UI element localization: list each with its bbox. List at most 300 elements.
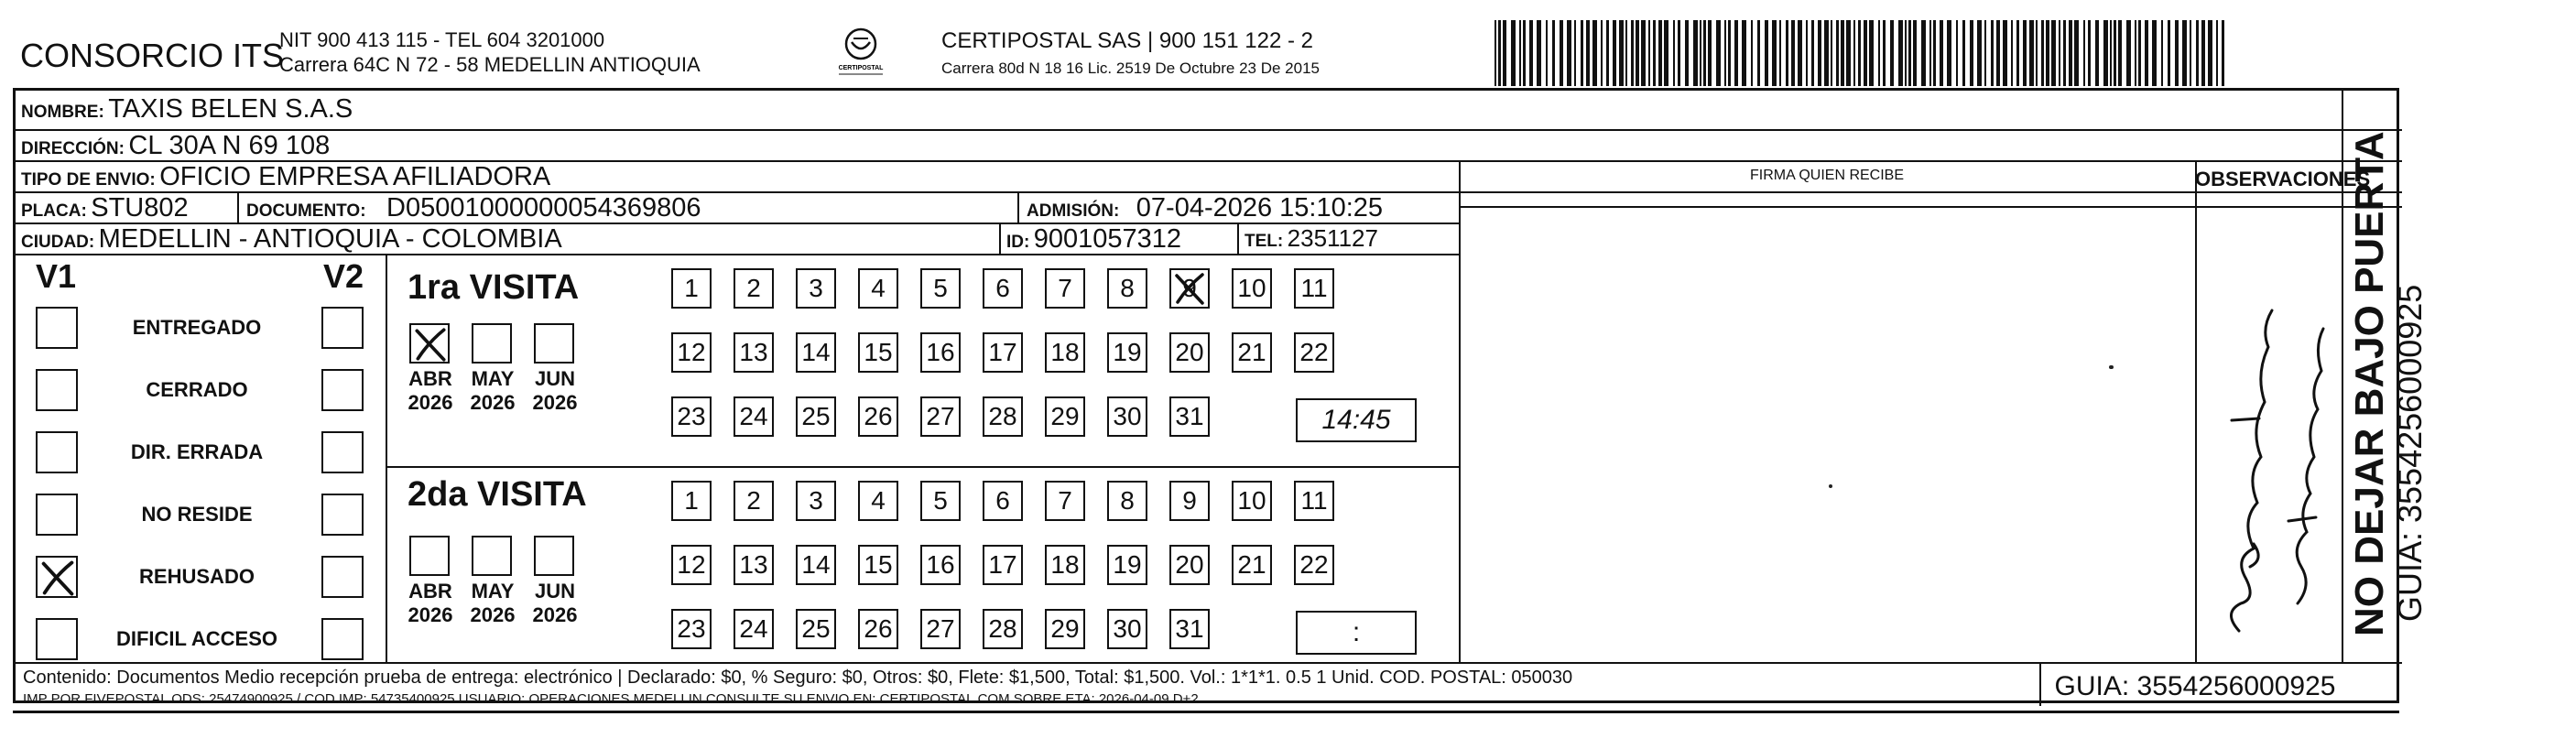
day-box[interactable] — [1169, 268, 1210, 309]
id-value: 9001057312 — [1033, 224, 1182, 254]
barcode-bar — [1940, 20, 1943, 86]
day-number: 12 — [677, 338, 706, 366]
day-number: 24 — [739, 402, 768, 430]
barcode-bar — [2190, 20, 2191, 86]
delivery-form — [13, 88, 2429, 707]
barcode-bar — [1724, 20, 1726, 86]
day-number: 19 — [1113, 338, 1142, 366]
barcode-bar — [2059, 20, 2060, 86]
day-number: 10 — [1237, 274, 1266, 302]
time-box[interactable] — [1296, 611, 1417, 655]
day-number: 11 — [1300, 486, 1328, 515]
barcode-bar — [1511, 20, 1516, 86]
barcode-bar — [1921, 20, 1926, 86]
month-checkbox[interactable] — [472, 536, 512, 576]
month-checkbox[interactable] — [409, 323, 450, 364]
barcode-bar — [1913, 20, 1917, 86]
barcode-bar — [1846, 20, 1851, 86]
day-number: 11 — [1300, 274, 1328, 302]
barcode-bar — [1519, 20, 1521, 86]
logo-text: CERTIPOSTAL — [838, 65, 884, 71]
day-box[interactable] — [734, 481, 774, 521]
day-box[interactable] — [671, 545, 712, 585]
day-number: 31 — [1175, 402, 1204, 430]
day-box[interactable] — [920, 545, 961, 585]
barcode-bar — [2110, 20, 2112, 86]
day-box[interactable] — [1294, 481, 1334, 521]
barcode — [1495, 20, 2227, 86]
day-box[interactable] — [1169, 609, 1210, 649]
barcode-bar — [1831, 20, 1832, 86]
barcode-bar — [1503, 20, 1506, 86]
day-box[interactable] — [1045, 396, 1085, 437]
day-number: 16 — [926, 338, 955, 366]
x-check-mark — [1171, 270, 1208, 307]
v2-checkbox[interactable] — [321, 431, 364, 473]
barcode-bar — [1929, 20, 1931, 86]
barcode-bar — [2063, 20, 2066, 86]
day-box[interactable] — [983, 396, 1023, 437]
day-box[interactable] — [983, 268, 1023, 309]
address-value: CL 30A N 69 108 — [128, 131, 331, 160]
barcode-bar — [1991, 20, 1994, 86]
id-field — [1006, 224, 1181, 255]
day-box[interactable] — [858, 545, 898, 585]
day-number: 13 — [739, 550, 768, 579]
day-box[interactable] — [1107, 396, 1147, 437]
day-number: 1 — [684, 486, 699, 515]
shipment-type-label: TIPO DE ENVIO: — [21, 170, 156, 190]
day-number: 13 — [739, 338, 768, 366]
status-label: CERRADO — [146, 378, 248, 401]
day-box[interactable] — [1045, 481, 1085, 521]
plate-value: STU802 — [91, 193, 189, 223]
signature-mark — [1829, 484, 1832, 488]
day-number: 10 — [1237, 486, 1266, 515]
admission-value: 07-04-2026 15:10:25 — [1136, 193, 1384, 223]
barcode-bar — [1495, 20, 1496, 86]
v2-checkbox[interactable] — [321, 618, 364, 660]
day-number: 23 — [677, 614, 706, 643]
document-field — [246, 193, 701, 223]
day-box[interactable] — [1045, 268, 1085, 309]
day-number: 26 — [864, 614, 893, 643]
day-number: 27 — [926, 614, 955, 643]
day-number: 22 — [1299, 550, 1329, 579]
barcode-bar — [1772, 20, 1777, 86]
day-number: 23 — [677, 402, 706, 430]
admission-label: ADMISIÓN: — [1027, 201, 1120, 221]
day-box[interactable] — [1169, 545, 1210, 585]
v2-checkbox[interactable] — [321, 307, 364, 349]
day-number: 20 — [1175, 338, 1204, 366]
day-box[interactable] — [796, 481, 836, 521]
barcode-bar — [1552, 20, 1555, 86]
barcode-bar — [1984, 20, 1986, 86]
shipment-type-row — [21, 162, 550, 192]
footer-imp: IMP POR FIVEPOSTAL ODS: 25474900925 / COD.IMP: 54735400925 USUARIO: OPERACIONES MEDELLIN CONSULTE SU ENVIO EN: CERTIPOSTAL.COM SOBRE ETA: 2026-04-09 D+2 — [23, 691, 1199, 707]
second-visit-title: 2da VISITA — [408, 475, 587, 514]
month-year: 2026 — [408, 603, 453, 626]
day-box[interactable] — [983, 481, 1023, 521]
day-number: 3 — [809, 486, 823, 515]
barcode-bar — [1581, 20, 1583, 86]
name-label: NOMBRE: — [21, 103, 104, 122]
day-box[interactable] — [796, 268, 836, 309]
day-box[interactable] — [1045, 609, 1085, 649]
month-year: 2026 — [532, 391, 578, 414]
status-label: DIFICIL ACCESO — [115, 627, 277, 650]
x-check-mark — [411, 325, 450, 364]
day-box[interactable] — [1294, 545, 1334, 585]
day-box[interactable] — [983, 332, 1023, 373]
day-box[interactable] — [671, 332, 712, 373]
month-checkbox[interactable] — [472, 323, 512, 364]
day-box[interactable] — [920, 268, 961, 309]
barcode-bar — [1567, 20, 1571, 86]
barcode-bar — [1751, 20, 1753, 86]
barcode-bar — [1664, 20, 1668, 86]
barcode-bar — [1908, 20, 1911, 86]
barcode-bar — [1779, 20, 1781, 86]
day-box[interactable] — [1169, 481, 1210, 521]
barcode-bar — [1700, 20, 1701, 86]
day-number: 20 — [1175, 550, 1204, 579]
day-box[interactable] — [1232, 481, 1272, 521]
barcode-bar — [1734, 20, 1738, 86]
day-number: 9 — [1182, 274, 1197, 302]
day-box[interactable] — [734, 332, 774, 373]
day-number: 18 — [1050, 338, 1080, 366]
day-box[interactable] — [858, 481, 898, 521]
barcode-bar — [1869, 20, 1874, 86]
day-box[interactable] — [671, 609, 712, 649]
barcode-bar — [1898, 20, 1903, 86]
barcode-bar — [2161, 20, 2163, 86]
side-guia: GUIA: 3554256000925 — [2391, 284, 2429, 622]
status-label: REHUSADO — [139, 565, 255, 588]
barcode-bar — [1757, 20, 1760, 86]
day-box[interactable] — [1232, 268, 1272, 309]
barcode-bar — [1878, 20, 1880, 86]
day-box[interactable] — [858, 609, 898, 649]
barcode-bar — [2069, 20, 2072, 86]
courier-license: Carrera 80d N 18 16 Lic. 2519 De Octubre 23 De 2015 — [941, 60, 1320, 77]
v1-heading: V1 — [36, 257, 77, 295]
day-box[interactable] — [796, 609, 836, 649]
barcode-bar — [1606, 20, 1609, 86]
barcode-bar — [2011, 20, 2013, 86]
day-box[interactable] — [1294, 332, 1334, 373]
barcode-bar — [2126, 20, 2131, 86]
barcode-bar — [1537, 20, 1541, 86]
barcode-bar — [1523, 20, 1526, 86]
day-box[interactable] — [1232, 545, 1272, 585]
plate-label: PLACA: — [21, 201, 87, 221]
day-number: 5 — [933, 274, 948, 302]
day-number: 7 — [1058, 274, 1072, 302]
barcode-bar — [1977, 20, 1982, 86]
barcode-bar — [1811, 20, 1814, 86]
barcode-bar — [1658, 20, 1662, 86]
month-name: JUN — [534, 367, 575, 390]
barcode-bar — [1765, 20, 1768, 86]
day-box[interactable] — [858, 332, 898, 373]
day-number: 27 — [926, 402, 955, 430]
barcode-bar — [2182, 20, 2187, 86]
barcode-bar — [1546, 20, 1548, 86]
name-row — [21, 94, 353, 125]
city-value: MEDELLIN - ANTIOQUIA - COLOMBIA — [98, 224, 562, 254]
barcode-bar — [1864, 20, 1867, 86]
barcode-bar — [1824, 20, 1829, 86]
time-box[interactable] — [1296, 398, 1417, 442]
day-box[interactable] — [858, 396, 898, 437]
day-box[interactable] — [983, 609, 1023, 649]
barcode-bar — [1685, 20, 1689, 86]
v2-heading: V2 — [323, 257, 364, 295]
barcode-bar — [2088, 20, 2091, 86]
handwritten-observation — [2213, 292, 2332, 649]
barcode-bar — [1996, 20, 2000, 86]
time-value: : — [1352, 617, 1361, 647]
day-box[interactable] — [858, 268, 898, 309]
barcode-bar — [1703, 20, 1706, 86]
barcode-bar — [2095, 20, 2099, 86]
day-box[interactable] — [920, 396, 961, 437]
guia-box: GUIA: 3554256000925 — [2054, 671, 2336, 701]
day-box[interactable] — [1232, 332, 1272, 373]
day-box[interactable] — [1107, 268, 1147, 309]
barcode-bar — [2029, 20, 2034, 86]
month-name: ABR — [408, 580, 452, 602]
barcode-bar — [1962, 20, 1965, 86]
barcode-bar — [1716, 20, 1721, 86]
barcode-bar — [1728, 20, 1731, 86]
barcode-bar — [2114, 20, 2116, 86]
barcode-bar — [1625, 20, 1627, 86]
day-box[interactable] — [1294, 268, 1334, 309]
day-box[interactable] — [1169, 332, 1210, 373]
day-number: 18 — [1050, 550, 1080, 579]
day-number: 2 — [746, 274, 761, 302]
footer-content: Contenido: Documentos Medio recepción prueba de entrega: electrónico | Declarado: $0, % Seguro: $0, Otros: $0, Flete: $1,500, Total: $1,500. Vol.: 1*1*1. 0.5 1 Unid. COD. POSTAL: 050030 — [23, 668, 1573, 688]
status-label: NO RESIDE — [141, 503, 253, 526]
barcode-bar — [1883, 20, 1886, 86]
company-info — [279, 27, 701, 77]
day-number: 12 — [677, 550, 706, 579]
address-row — [21, 131, 330, 161]
company-address: Carrera 64C N 72 - 58 MEDELLIN ANTIOQUIA — [279, 53, 701, 76]
month-year: 2026 — [470, 391, 516, 414]
barcode-bar — [2083, 20, 2085, 86]
barcode-bar — [1836, 20, 1839, 86]
month-checkbox[interactable] — [534, 323, 574, 364]
city-label: CIUDAD: — [21, 233, 95, 252]
day-number: 17 — [988, 550, 1017, 579]
barcode-bar — [1956, 20, 1958, 86]
day-box[interactable] — [734, 609, 774, 649]
time-value: 14:45 — [1321, 405, 1391, 435]
company-nit: NIT 900 413 115 - TEL 604 3201000 — [279, 28, 605, 51]
day-box[interactable] — [671, 481, 712, 521]
day-box[interactable] — [920, 609, 961, 649]
day-number: 1 — [684, 274, 699, 302]
barcode-bar — [2145, 20, 2148, 86]
month-checkbox[interactable] — [409, 536, 450, 576]
day-number: 25 — [801, 614, 831, 643]
certipostal-logo — [833, 24, 888, 81]
barcode-bar — [1791, 20, 1795, 86]
barcode-bar — [2051, 20, 2056, 86]
document-value: D05001000000054369806 — [386, 193, 701, 223]
status-label: ENTREGADO — [132, 316, 262, 339]
company-name: CONSORCIO ITS — [20, 37, 285, 74]
day-number: 6 — [995, 486, 1010, 515]
signature-mark — [2109, 365, 2114, 369]
barcode-bar — [2074, 20, 2079, 86]
day-number: 29 — [1050, 402, 1080, 430]
day-number: 19 — [1113, 550, 1142, 579]
month-name: JUN — [534, 580, 575, 602]
day-number: 6 — [995, 274, 1010, 302]
month-year: 2026 — [532, 603, 578, 626]
barcode-bar — [1933, 20, 1936, 86]
barcode-bar — [2016, 20, 2019, 86]
name-value: TAXIS BELEN S.A.S — [108, 94, 353, 124]
id-label: ID: — [1006, 233, 1030, 252]
barcode-bar — [1786, 20, 1788, 86]
day-box[interactable] — [983, 545, 1023, 585]
day-box[interactable] — [734, 268, 774, 309]
barcode-bar — [2041, 20, 2044, 86]
day-box[interactable] — [1169, 396, 1210, 437]
day-box[interactable] — [920, 332, 961, 373]
barcode-bar — [2023, 20, 2027, 86]
barcode-bar — [1818, 20, 1821, 86]
barcode-bar — [2216, 20, 2218, 86]
barcode-bar — [2152, 20, 2157, 86]
day-number: 24 — [739, 614, 768, 643]
day-box[interactable] — [920, 481, 961, 521]
month-year: 2026 — [408, 391, 453, 414]
day-number: 22 — [1299, 338, 1329, 366]
day-box[interactable] — [671, 268, 712, 309]
barcode-bar — [2046, 20, 2049, 86]
barcode-bar — [2003, 20, 2007, 86]
day-number: 15 — [864, 338, 893, 366]
day-box[interactable] — [671, 396, 712, 437]
day-box[interactable] — [734, 396, 774, 437]
barcode-bar — [1841, 20, 1844, 86]
barcode-bar — [2168, 20, 2170, 86]
city-field — [21, 224, 562, 255]
bottom-rule — [13, 711, 2399, 713]
first-visit-title: 1ra VISITA — [408, 268, 580, 307]
barcode-bar — [1498, 20, 1501, 86]
day-box[interactable] — [1045, 545, 1085, 585]
month-year: 2026 — [470, 603, 516, 626]
barcode-bar — [1673, 20, 1675, 86]
month-label — [461, 367, 525, 415]
day-box[interactable] — [1107, 481, 1147, 521]
month-checkbox[interactable] — [534, 536, 574, 576]
day-number: 14 — [801, 550, 831, 579]
barcode-bar — [1970, 20, 1973, 86]
barcode-bar — [2201, 20, 2205, 86]
day-number: 30 — [1113, 614, 1142, 643]
day-number: 8 — [1120, 486, 1135, 515]
barcode-bar — [1636, 20, 1639, 86]
day-number: 15 — [864, 550, 893, 579]
month-name: MAY — [471, 580, 515, 602]
barcode-bar — [1641, 20, 1646, 86]
barcode-bar — [1574, 20, 1576, 86]
day-box[interactable] — [796, 396, 836, 437]
barcode-bar — [1693, 20, 1698, 86]
admission-field — [1027, 193, 1383, 223]
barcode-bar — [2103, 20, 2108, 86]
v2-checkbox[interactable] — [321, 556, 364, 598]
barcode-bar — [1631, 20, 1634, 86]
month-label — [523, 367, 587, 415]
month-label — [461, 580, 525, 627]
day-box[interactable] — [1107, 545, 1147, 585]
barcode-bar — [2135, 20, 2136, 86]
day-box[interactable] — [1107, 609, 1147, 649]
no-dejar-warning: NO DEJAR BAJO PUERTA — [2347, 131, 2392, 636]
day-number: 8 — [1120, 274, 1135, 302]
barcode-bar — [1905, 20, 1907, 86]
barcode-bar — [2196, 20, 2199, 86]
day-number: 28 — [988, 402, 1017, 430]
day-box[interactable] — [796, 332, 836, 373]
barcode-bar — [1648, 20, 1650, 86]
day-number: 3 — [809, 274, 823, 302]
day-box[interactable] — [796, 545, 836, 585]
tel-field — [1245, 224, 1378, 253]
barcode-bar — [2036, 20, 2038, 86]
courier-name: CERTIPOSTAL SAS | 900 151 122 - 2 — [941, 28, 1313, 53]
courier-info — [941, 27, 1320, 82]
v2-checkbox[interactable] — [321, 494, 364, 536]
day-number: 5 — [933, 486, 948, 515]
day-box[interactable] — [1107, 332, 1147, 373]
barcode-bar — [1653, 20, 1656, 86]
status-label: DIR. ERRADA — [130, 440, 264, 463]
plate-field — [21, 193, 189, 223]
barcode-bar — [1858, 20, 1861, 86]
v2-checkbox[interactable] — [321, 369, 364, 411]
day-number: 16 — [926, 550, 955, 579]
barcode-bar — [2118, 20, 2122, 86]
day-box[interactable] — [1045, 332, 1085, 373]
barcode-bar — [1529, 20, 1533, 86]
barcode-bar — [1678, 20, 1680, 86]
barcode-bar — [2222, 20, 2224, 86]
barcode-bar — [1890, 20, 1894, 86]
barcode-bar — [1619, 20, 1624, 86]
barcode-bar — [1601, 20, 1603, 86]
day-number: 26 — [864, 402, 893, 430]
day-number: 30 — [1113, 402, 1142, 430]
day-box[interactable] — [734, 545, 774, 585]
month-label — [523, 580, 587, 627]
day-number: 4 — [871, 274, 886, 302]
day-number: 17 — [988, 338, 1017, 366]
day-number: 25 — [801, 402, 831, 430]
month-name: MAY — [471, 367, 515, 390]
